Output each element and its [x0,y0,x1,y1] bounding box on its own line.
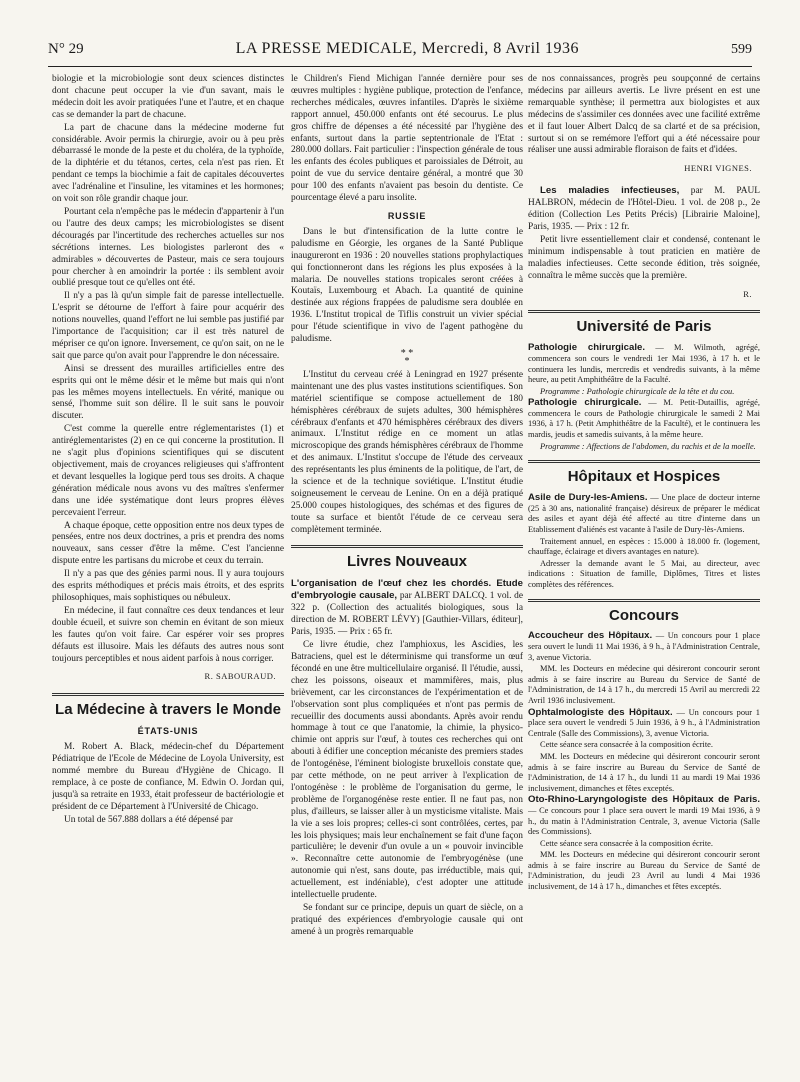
item-text: Cette séance sera consacrée à la composition écrite. [540,838,713,848]
col1-paragraphs [52,74,284,665]
asterism: * * * [400,347,414,367]
author-signature: R. SABOURAUD. [204,671,276,682]
section-title-concours: Concours [608,606,679,624]
item-heading: Pathologie chirurgicale. [528,397,642,409]
paragraph: M. Robert A. Black, médecin-chef du Département Pédiatrique de l'Ecole de Médecine de Loyola University, est nommé membre du Bureau d'Hygiène de Chicago. Il remplace, à ce poste de confiance, M. Edwin O. Jordan qui, jusqu'à sa retraite en 1933, était professeur de bactériologie et président de ce Département à l'Université de Chicago. [52,742,284,812]
item-text: MM. les Docteurs en médecine qui désireront concourir seront admis à se faire inscrire au Bureau du Service de Santé de l'Administration, de 14 à 17 h., du lundi 11 au mardi 19 Mai 1936 inclusivement, dimanches et fêtes exceptés. [528,751,760,793]
item-heading: Pathologie chirurgicale. [528,342,645,354]
item-text: Adresser la demande avant le 5 Mai, au directeur, avec indications : Situation de famille, Diplômes, Titres et listes complètes des références. [528,558,760,589]
paragraph: L'Institut du cerveau créé à Leningrad en 1927 présente maintenant une des plus vastes institutions scientifiques. Son matériel scientifique se compose actuellement de 180 hémisphères cérébraux de sujets adultes, 300 hémisphères cérébraux d'enfants et 470 hémisphères cérébraux des divers animaux. L'Institut rédige en ce moment un atlas microscopique des grands hémisphères cérébraux de l'homme et des animaux. L'Institut s'occupe de l'étude des cerveaux des représentants les plus éminents de la politique, de l'art, de la science et de la technique soviétique. L'Institut étudie soigneusement le cerveau de Lenine. On en a déjà pratiqué 25.000 coupes histologiques, des schémas et des figures de toute sa surface et bientôt l'étude de ce cerveau sera complètement terminée. [291,369,523,535]
item-text: Programme : Pathologie chirurgicale de la tête et du cou. [540,386,735,396]
item-text: MM. les Docteurs en médecine qui désireront concourir seront admis à se faire inscrire au Bureau du Service de Santé de l'Administration, du jeudi 23 Avril au lundi 4 Mai 1936 inclusivement, de 14 à 17 h., dimanches et fêtes exceptés. [528,850,760,892]
paragraph: Dans le but d'intensification de la lutte contre le paludisme en Géorgie, les organes de la Santé Publique inaugureront en 1936 : 20 nouvelles stations prophylactiques qui fonctionneront dans les régions les plus exposées à la malaria. De nouvelles stations tropicales seront créées à Koutaïs, Luxembourg et Abach. La quantité de quinine destinée aux régions frappées de paludisme sera doublée en 1936. L'Institut tropical de Tiflis construit un vivier spécial pour l'étude scientifique in vivo de l'agent pathogène du paludisme. [291,226,523,345]
section-title-livres-nouveaux: Livres Nouveaux [346,552,468,570]
item-text: Cette séance sera consacrée à la composition écrite. [540,740,713,750]
paragraph: La part de chacune dans la médecine moderne fut considérable. Avoir permis la chirurgie, avoir ou à peu près débarrassé le monde de la peste et du choléra, de la typhoïde, de la diphtérie et du tétanos, certes, cela n'est pas rien. Et pendant ce temps la biochimie a fait de capitales découvertes avec l'adrénaline et l'insuline, les vitamines et les hormones; on voit son rôle grandir chaque jour. [52,122,284,205]
item-text: Traitement annuel, en espèces : 15.000 à 18.000 fr. (logement, chauffage, éclairage et divers avantages en nature). [528,536,760,557]
section-divider [528,599,760,602]
paragraph: C'est comme la querelle entre réglementaristes (1) et antiréglementaristes (2) en ce qui concerne la prostitution. Il ne s'agit plus d'opinions scientifiques qui se discutent objectivement, mais de croyances religieuses qui s'affrontent et devant lesquelles la logique perd tous ses droits. A chaque génération médicale nous avons vu des maîtres s'enfermer dans une idée systématique dont leurs propres élèves percevaient l'erreur. [52,424,284,518]
section-title-universite: Université de Paris [576,318,712,336]
book-reference: par M. PAUL HALBRON, médecin de l'Hôtel-Dieu. 1 vol. de 208 p., 2e édition (Collection Les Petits Précis) [Librairie Maloine], Paris, 1935. — Prix : 12 fr. [528,186,760,232]
item-heading: Asile de Dury-les-Amiens. [528,492,648,504]
paragraph: Il n'y a pas que des génies parmi nous. Il y aura toujours des esprits méthodiques et précis mais étroits, et des esprits philosophiques, mais sophistiques ou nébuleux. [52,569,284,603]
journal-title: LA PRESSE MEDICALE, Mercredi, 8 Avril 1936 [235,40,579,57]
subhead-etats-unis: ÉTATS-UNIS [137,726,199,737]
item-text: — M. Petit-Dutaillis, agrégé, commencera le cours de Pathologie chirurgicale le samedi 2 Mai 1936, à 17 h. (Petit Amphithéâtre de la Faculté), et le continuera les mardis, jeudis et samedis suivants, à la même heure. [528,398,760,440]
reviewer-signature: HENRI VIGNES. [684,163,752,174]
paragraph: le Children's Fiend Michigan l'année dernière pour ses œuvres multiples : hygiène publique, protection de l'enfance, recherches médicales, œuvres infantiles. D'après le sixième rapport annuel, 450.000 enfants ont été secourus. Le plus gros chiffre de dépenses a été nécessité par l'hygiène des enfants, surtout dans la partie septentrionale de l'Etat : 280.000 dollars. Fait particulier : l'inspection générale de tous les enfants des écoles publiques et paroissiales de Détroit, au point de vue du service dentaire général, a montré que 30 pour 100 des enfants n'avaient pas besoin du dentiste. Ce pourcentage élevé a paru insolite. [291,74,523,204]
paragraph: Un total de 567.888 dollars a été dépensé par [64,814,233,825]
paragraph: En médecine, il faut connaître ces deux tendances et leur double écueil, et suivre son chemin en évitant de son mieux les fautes qu'on voit faire. Car espérer voir ses propres défauts est illusoire. Mais les défauts des autres nous sont toujours perceptibles et nous aident parfois à nous corriger. [52,605,284,664]
item-text: — Une place de docteur interne (25 à 30 ans, nationalité française) désireux de préparer le médicat des asiles et ayant déjà été affecté au titre d'interne dans un Etablissement d'aliénés est vacante à l'asile de Dury-lès-Amiens. [528,493,760,534]
paragraph: Se fondant sur ce principe, depuis un quart de siècle, on a pratiqué des expériences d'embryologie causale qui ont amené à un progrès remarquable [291,903,523,937]
item-text: — Un concours pour 1 place sera ouvert le lundi 11 Mai 1936, à 9 h., à l'Administration Centrale, 3, avenue Victoria. [528,631,760,662]
reviewer-signature: R. [743,288,752,299]
book-reference: par ALBERT DALCQ. 1 vol. de 322 p. (Collection des actualités biologiques, sous la direction de M. ROBERT LÉVY) [Gauthier-Villars, éditeur], Paris, 1935. — Prix : 65 fr. [291,591,523,638]
paragraph: A chaque époque, cette opposition entre nos deux types de pensées, entre nos deux doctrines, a pris et prendra des noms nouveaux, sans cesser d'être la même. C'est l'ancienne dispute entre les partisans du microbe et ceux du terrain. [52,520,284,567]
section-divider [528,460,760,463]
section-divider [528,310,760,313]
paragraph: Pourtant cela n'empêche pas le médecin d'appartenir à l'un ou l'autre des deux camps; les microbiologistes se disent découragés par l'incertitude des recherches actuelles sur nos sécrétions internes. Les biologistes parleront des « admirables » découvertes de Pasteur, mais ce sera toujours pour chercher à en amoindrir la portée : ils semblent avoir oublié presque tout ce qu'elles ont été. [52,206,284,289]
item-text: — Ce concours pour 1 place sera ouvert le mardi 19 Mai 1936, à 9 h., du matin à l'Administration Centrale, 3, avenue Victoria (Salle des Commissions). [528,805,760,837]
section-title-medecine-monde: La Médecine à travers le Monde [55,701,281,719]
issue-number: N° 29 [48,41,84,57]
subhead-russie: RUSSIE [387,210,427,221]
item-heading: Oto-Rhino-Laryngologiste des Hôpitaux de Paris. [528,794,760,806]
page-number: 599 [730,42,752,57]
section-divider [52,693,284,696]
column-2 [291,74,523,1066]
item-text: — Un concours pour 1 place sera ouvert le vendredi 5 Juin 1936, à 9 h., à l'Administration Centrale (Salle des Commissions), 3, avenue Victoria. [528,707,760,738]
page-header [48,40,752,67]
paragraph: Ainsi se dressent des murailles artificielles entre des esprits qui ont le même désir et le même but mais qui n'ont pas les mêmes moyens intellectuels. En vérité, manique ou sensé, l'homme suit son délire. Il le suit sans le pouvoir discuter. [52,363,284,422]
item-text: — M. Wilmoth, agrégé, commencera son cours le vendredi 1er Mai 1936, à 17 h. et le continuera les lundis, mercredis et vendredis suivants, à la même heure, au petit Amphithéâtre de la Faculté. [528,343,760,385]
item-heading: Accoucheur des Hôpitaux. [528,630,653,642]
column-3 [528,74,760,1066]
section-title-hopitaux: Hôpitaux et Hospices [567,468,721,486]
item-text: Programme : Affections de l'abdomen, du rachis et de la moelle. [540,441,756,451]
paragraph: Il n'y a pas là qu'un simple fait de paresse intellectuelle. L'esprit se détourne de l'effort à faire pour acquérir des notions nouvelles, quand l'effort ne lui semble pas justifié par l'importance de l'acquisition; car il est très naturel de mépriser ce qu'on ignore. Inversement, ce qu'on sait, on ne le sait que parce qu'on avait pour l'apprendre le don nécessaire. [52,291,284,361]
paragraph: Ce livre étudie, chez l'amphioxus, les Ascidies, les Batraciens, quel est le déterminisme qui transforme un œuf fécondé en une être multicellulaire organisé. Il l'étudie, aussi, chez les poissons, oiseaux et mammifères, mais, plus brièvement, car les circonstances de l'expérimentation et de l'observation sont plus compliquées et n'ont pas permis de recueillir des documents aussi abondants. Après avoir rendu hommage à tout ce que l'anatomie, la chimie, la physico-chimie ont appris sur l'œuf, à toutes ces recherches qui ont abouti à édifier une conception mécaniste des premiers stades de l'ontogénèse, l'éminent biologiste bruxellois constate que, par cette méthode, on ne peut arriver à l'explication de l'ontogénèse : le problème de l'organisation du germe, le problème de l'organogénèse reste entier. Il ne faut pas, non plus, d'ailleurs, se laisser aller à un mysticisme vitaliste. Mais la vie a ses lois propres; celles-ci sont contrôlées, certes, par les lois physiques; mais leur enchaînement se fait d'une façon particulière; le devenir d'un ovule a un « pouvoir invincible ». Reconnaître cette autonomie de l'embryogénèse (une autonomie qui n'est, sans doute, pas irréductible, mais qui, actuellement, est indéniable), c'est adopter une attitude intellectuelle prudente. [291,640,523,901]
column-1 [52,74,284,1066]
book-title: L'organisation de l'œuf chez les chordés. Etude d'embryologie causale, [291,577,523,602]
paragraph: Petit livre essentiellement clair et condensé, contenant le minimum indispensable à tout praticien en matière de maladies infectieuses. Cette seconde édition, très soignée, connaîtra le même succès que la première. [528,234,760,281]
item-text: MM. les Docteurs en médecine qui désireront concourir seront admis à se faire inscrire au Bureau du Service de Santé de l'Administration, de 14 à 17 h., du mercredi 15 Avril au mercredi 22 Avril 1936 inclusivement. [528,664,760,705]
item-heading: Ophtalmologiste des Hôpitaux. [528,706,673,718]
paragraph: de nos connaissances, progrès peu soupçonné de certains médecins par ailleurs avertis. Le livre présent en est une remarquable synthèse; il permettra aux biologistes et aux médecins de s'assimiler ces données avec une facilité extrême et il faut louer Albert Dalcq de sa clarté et de sa précision, surtout si on se remémore l'effort qui a été nécessaire pour réaliser une aussi admirable floraison de faits et d'idées. [528,74,760,156]
book-title: Les maladies infectieuses, [540,185,680,197]
paragraph: biologie et la microbiologie sont deux sciences distinctes dont chacune peut occuper la vie d'un savant, mais le médecin doit les avoir pratiquées l'une et l'autre, et en chaque cas se demander la part de chacune. [52,74,284,120]
section-divider [291,545,523,548]
